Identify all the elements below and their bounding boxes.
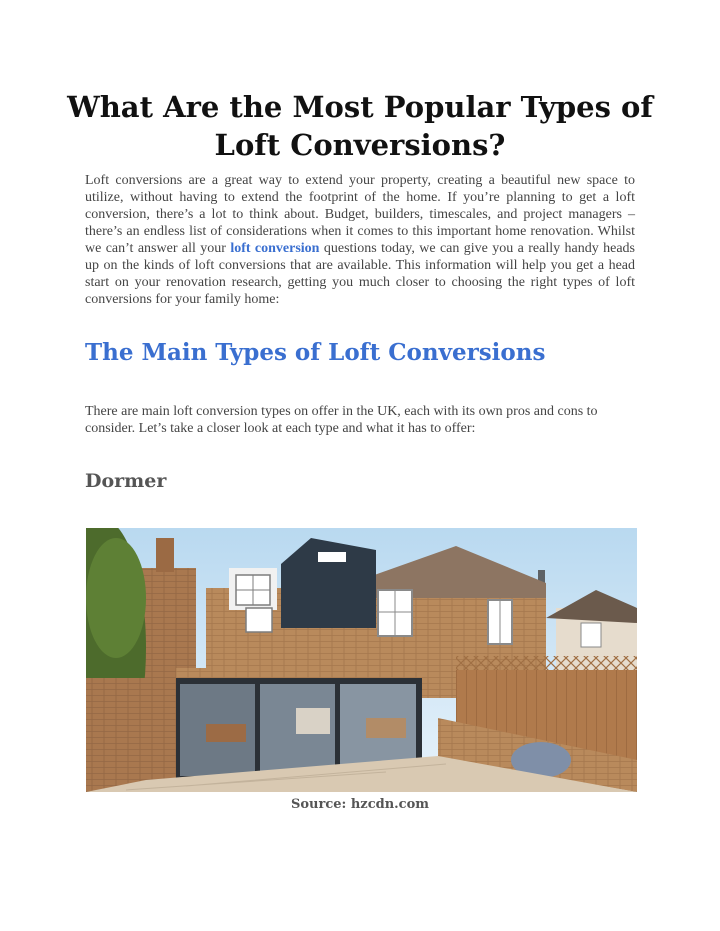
section-heading: The Main Types of Loft Conversions — [85, 339, 546, 366]
article-title: What Are the Most Popular Types of Loft Conversions? — [67, 90, 653, 162]
loft-conversion-link[interactable]: loft conversion — [230, 241, 320, 256]
intro-text-before-link: Loft conversions are a great way to extend your property, creating a beautiful new space to utilize, without having to extend the footprint of the home. If you’re planning to get a loft conversion, there’s a lot to think about. Budget, builders, timescales, and project managers – there’s an endless list of considerations when it comes to this important home renovation. Whilst we can’t answer all your — [85, 173, 635, 256]
image-caption: Source: hzcdn.com — [290, 797, 430, 812]
intro-paragraph — [85, 172, 635, 308]
dormer-photo — [86, 528, 637, 792]
dormer-house-illustration — [86, 528, 637, 792]
section-paragraph: There are main loft conversion types on offer in the UK, each with its own pros and cons to consider. Let’s take a closer look at each type and what it has to offer: — [85, 404, 598, 436]
subheading-dormer: Dormer — [85, 470, 167, 492]
intro-text-after-link: questions today, we can give you a really handy heads up on the kinds of loft conversions that are available. This information will help you get a head start on your renovation research, getting you much closer to choosing the right types of loft conversions for your family home: — [85, 241, 635, 307]
